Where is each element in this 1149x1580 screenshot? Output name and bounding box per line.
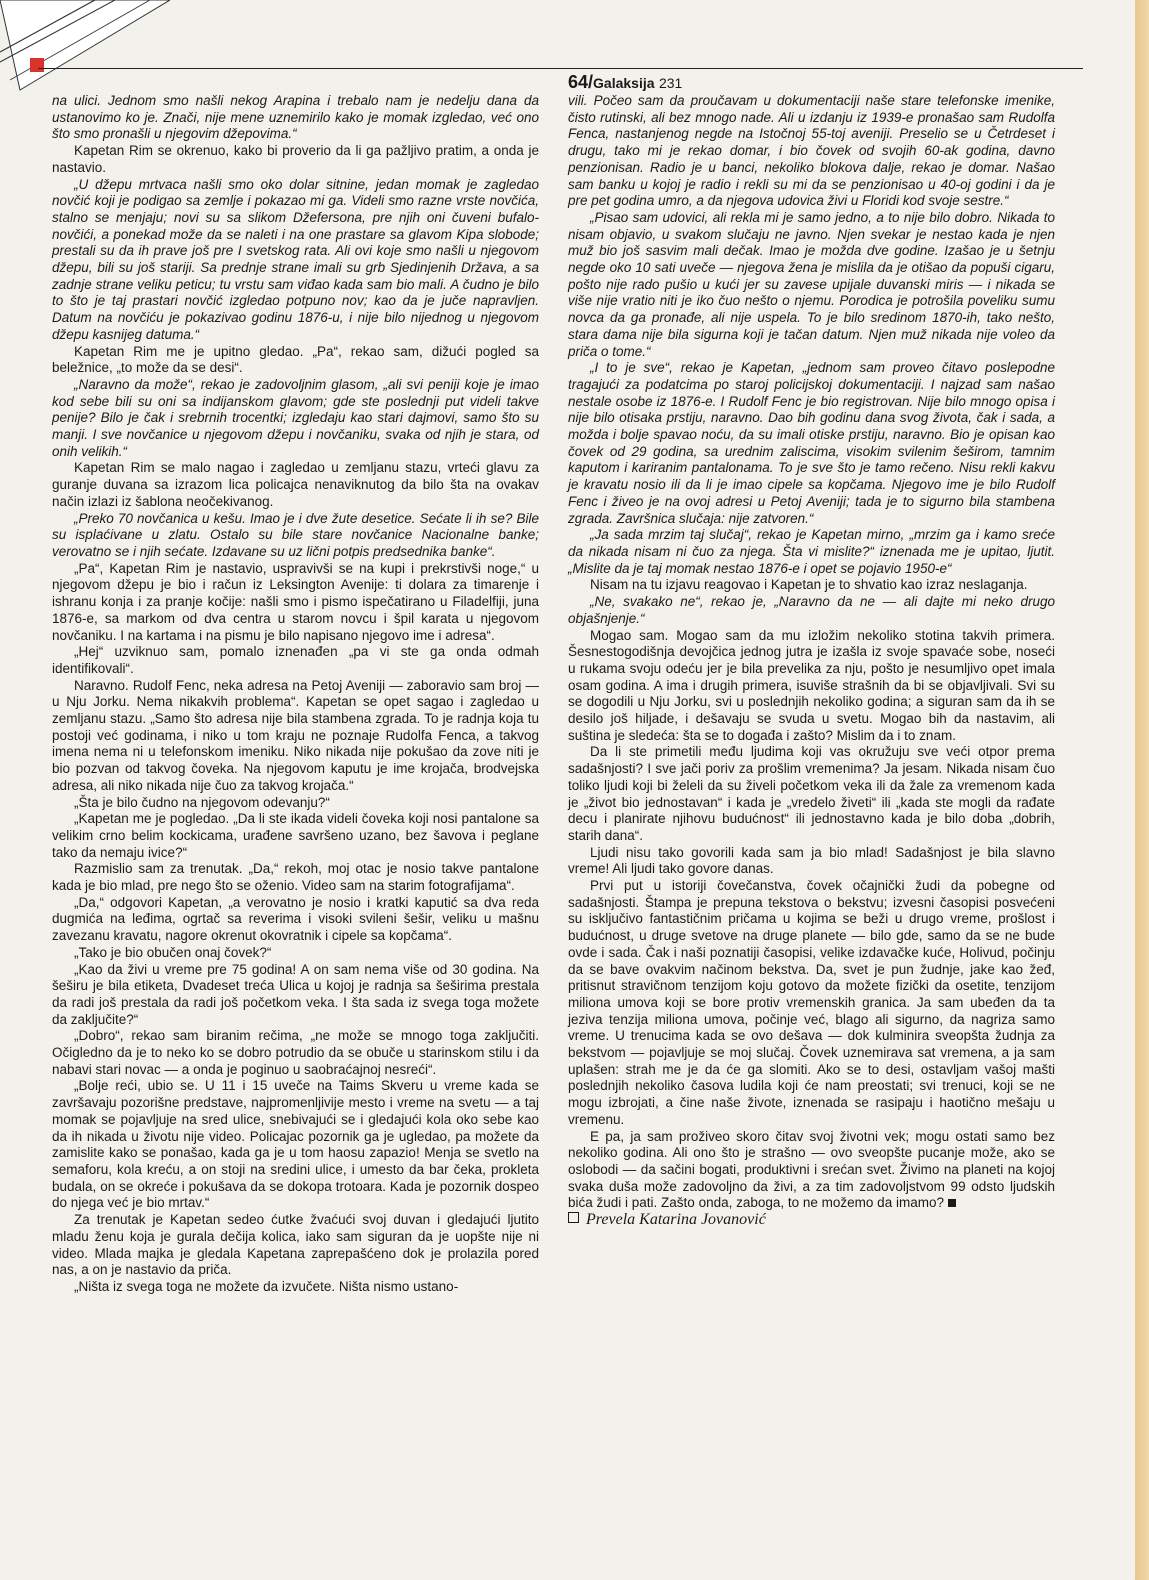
paragraph: „Bolje reći, ubio se. U 11 i 15 uveče na Taims Skveru u vreme kada se završavaju pozorišne predstave, najpromenljivije mesto i vreme na svetu — a taj momak se pojavljuje na sred ulice, snebivajući se i gledajući kola oko sebe kao da ih nikada u životu nije video. Policajac pozornik ga je ugledao, pa možete da zamislite kako se ponašao, kada ga je u tom haosu zapazio! Menja se svetlo na semaforu, kola kreću, a on stoji na sredini ulice, i umesto da bar čeka, prokleta budala, on se okreće i pokušava da se dokopa trotoara. Kada je pozornik dospeo do njega već je bio mrtav.“ xyxy=(52,1078,539,1211)
square-bullet-icon xyxy=(568,1212,579,1223)
paragraph: Prvi put u istoriji čovečanstva, čovek očajnički žudi da pobegne od sadašnjosti. Štampa je prepuna tekstova o bekstvu; izvesni časopisi posvećeni su isključivo fantastičnim pričama u kojima se beži u drugo vreme, prošlost i budućnost, u druge svetove na druge planete — bilo gde, samo da se ne bude ovde i sada. Čak i naši poznatiji časopisi, velike izdavačke kuće, Holivud, počinju da se bave ovakvim načinom bekstva. Da, svet je pun žudnje, jake kao žeđ, pritisnut stravičnom tenzijom koju gotovo da možete fizički da osetite, tenzijom miliona umova koji se bore protiv vremenskih granica. Ja sam ubeđen da ta jeziva tenzija miliona umova, počinje već, blago ali sigurno, da nagriza samo vreme. U trenucima kada se ovo dešava — dok kulminira sveopšta žudnja za bekstvom — pojavljuje se moj slučaj. Čovek uznemirava sat vremena, a ja sam uplašen: strah me je da će ga slomiti. Ako se to desi, ostavljam vašoj mašti poslednjih nekoliko časova ludila koji će nam preostati; svi trenuci, koji se ne mogu izbrojati, a čine naše živote, iznenada se rasipaju i haotično mešaju u vremenu. xyxy=(568,878,1055,1127)
paragraph: na ulici. Jednom smo našli nekog Arapina i trebalo nam je nedelju dana da ustanovimo ko je. Znači, nije mene uznemirilo kako je momak izgledao, već ono što smo pronašli u njegovim džepovima.“ xyxy=(52,93,539,142)
paragraph: Da li ste primetili među ljudima koji vas okružuju sve veći otpor prema sadašnjosti? I sve jači poriv za prošlim vremenima? Ja jesam. Nikada nisam čuo toliko ljudi koji bi želeli da su živeli početkom veka ili da žale za vremenom kada je „život bio jednostavan“ i kada je „vredelo živeti“ ili „kada ste mogli da rađate decu i planirate njihovu budućnost“ ili jednostavno kada je bilo doba „dobrih, starih dana“. xyxy=(568,744,1055,843)
paragraph: Za trenutak je Kapetan sedeo ćutke žvaćući svoj duvan i gledajući ljutito mladu ženu koja je gurala dečija kolica, iako sam siguran da je uopšte nije ni video. Mlada majka je gledala Kapetana zaprepašćeno dok je prolazila pored nas, a on je nastavio da priča. xyxy=(52,1212,539,1278)
right-column xyxy=(568,93,1055,1229)
page-edge xyxy=(1135,0,1149,1580)
translator-credit xyxy=(568,1212,1055,1229)
paragraph: „Pisao sam udovici, ali rekla mi je samo jedno, a to nije bilo dobro. Nikada to nisam objavio, u svakom slučaju ne javno. Njen svekar je nestao kada je njen muž bio još sasvim mali dečak. Imao je možda dve godine. Izašao je u šetnju negde oko 10 sati uveče — njegova žena je mislila da je otišao da popuši cigaru, pošto nije rado pušio u kući jer su zavese upijale duvanski miris — i nikada se više nije vratio niti je iko čuo nešto o njemu. Porodica je potrošila poveliku sumu novca da ga pronađe, ali nije uspela. To je bilo sredinom 1870-ih, tako nešto, stara dama nije bila sigurna koji je tačan datum. Njen muž nikada nije voleo da priča o tome.“ xyxy=(568,209,1055,359)
paragraph: Kapetan Rim se malo nagao i zagledao u zemljanu stazu, vrteći glavu za guranje duvana sa izrazom lica policajca nenaviknutog da bilo šta na ovakav način izlazi iz šablona neočekivanog. xyxy=(52,460,539,509)
credit-text: Prevela Katarina Jovanović xyxy=(586,1211,766,1229)
paragraph: „Ništa iz svega toga ne možete da izvučete. Ništa nismo ustano- xyxy=(74,1278,459,1294)
magazine-name: Galaksija xyxy=(593,75,655,91)
paragraph: Nisam na tu izjavu reagovao i Kapetan je to shvatio kao izraz neslaganja. xyxy=(590,577,1028,593)
paragraph: „Tako je bio obučen onaj čovek?“ xyxy=(74,944,272,960)
paragraph: „I to je sve“, rekao je Kapetan, „jednom sam proveo čitavo poslepodne tragajući za podatcima po staroj policijskoj dokumentaciji. I najzad sam našao nestale osobe iz 1876-e. I Rudolf Fenc je bio registrovan. Nije bilo mnogo opisa i nije bilo otisaka prstiju, naravno. Dao bih godinu dana svog života, čak i sada, a možda i bolje spavao noću, da su imali otiske prstiju, naravno. Bio je opisan kao čovek od 29 godina, sa urednim zaliscima, visokim svilenim šeširom, tamnim kaputom i kariranim pantalonama. To je sve što je tamo rečeno. Nisu rekli kakvu je kravatu nosio ili da li je imao cipele sa kopčama. Njegovo ime je bilo Rudolf Fenc i živeo je na ovoj adresi u Petoj Aveniji; tada je to sigurno bila stambena zgrada. Završnica slučaja: nije zatvoren.“ xyxy=(568,360,1055,526)
paragraph: E pa, ja sam proživeo skoro čitav svoj životni vek; mogu ostati samo bez nekoliko godina. Ali ono što je strašno — ovo sveopšte pucanje može, ako se oslobodi — da sačini bogati, produktivni i srećan svet. Živimo na planeti na kojoj svaka duša može zadovoljno da živi, a za tim zadovoljstvom 99 odsto ljudskih bića žudi i pati. Zašto onda, zaboga, to ne možemo da imamo? xyxy=(568,1128,1055,1211)
paragraph: vili. Počeo sam da proučavam u dokumentaciji naše stare telefonske imenike, čisto rutinski, ali bez mnogo nade. Ali u izdanju iz 1939-e pronašao sam Rudolfa Fenca, nastanjenog negde na Istočnoj 55-toj aveniji. Preselio se u Četrdeset i drugu, tako mi je rekao domar, i bio čovek od svojih 60-ak godina, davno penzionisan. Radio je u banci, nekoliko blokova dalje, rekao je domar. Našao sam banku u kojoj je radio i rekli su mi da se penzionisao u 40-oj godini i da je pre pet godina umro, a da njegova udovica živi u Floridi kod svoje sestre.“ xyxy=(568,93,1055,209)
paragraph: Naravno. Rudolf Fenc, neka adresa na Petoj Aveniji — zaboravio sam broj — u Nju Jorku. Nema nikakvih problema“. Kapetan se opet sagao i zagledao u zemljanu stazu. „Samo što adresa nije bila stambena zgrada. To je radnja koja tu postoji već godinama, i niko u tom kraju ne poznaje Rudolfa Fenca, a takvog imena nema ni u telefonskom imeniku. Niko nikada nije pokušao da zove niti je bio pozvan od takvog čoveka. Na njegovom kaputu je ime krojača, brodvejska adresa, ali niko nikada nije čuo za takvog krojača.“ xyxy=(52,677,539,793)
paragraph: „Da,“ odgovori Kapetan, „a verovatno je nosio i kratki kaputić sa dva reda dugmića na leđima, ogrtač sa reverima i visoki svileni šešir, veliku u mašnu zavezanu kravatu, nagore okrenut okovratnik i cipele sa kopčama“. xyxy=(52,894,539,944)
paragraph: Kapetan Rim se okrenuo, kako bi proverio da li ga pažljivo pratim, a onda je nastavio. xyxy=(52,143,539,175)
paragraph: „Hej“ uzviknuo sam, pomalo iznenađen „pa vi ste ga onda odmah identifikovali“. xyxy=(52,644,539,676)
left-column xyxy=(52,93,539,1296)
header-rule xyxy=(38,68,1083,69)
corner-fold-graphic xyxy=(0,0,170,100)
paragraph: „Naravno da može“, rekao je zadovoljnim glasom, „ali svi peniji koje je imao kod sebe bili su oni sa indijanskom glavom; gde ste poslednji put videli takve penije? Bilo je čak i srebrnih trocentki; izgledaju kao stari dajmovi, samo što su manji. I sve novčanice u njegovom džepu i novčaniku, svaka od njih je stara, od onih velikih.“ xyxy=(52,376,539,459)
paragraph: „Kao da živi u vreme pre 75 godina! A on sam nema više od 30 godina. Na šeširu je bila etiketa, Dvadeset treća Ulica u kojoj je radnja sa šeširima prestala da radi još prestala da radi još početkom veka. I šta sada iz svega toga možete da zaključite?“ xyxy=(52,961,539,1027)
paragraph: „Ne, svakako ne“, rekao je, „Naravno da ne — ali dajte mi neko drugo objašnjenje.“ xyxy=(568,594,1055,626)
end-mark-icon xyxy=(948,1199,956,1207)
paragraph: Ljudi nisu tako govorili kada sam ja bio mlad! Sadašnjost je bila slavno vreme! Ali ljudi tako govore danas. xyxy=(568,844,1055,877)
paragraph: „U džepu mrtvaca našli smo oko dolar sitnine, jedan momak je zagledao novčić koji je podigao sa zemlje i pokazao mi ga. Videli smo razne vrste novčića, stalno se menjaju; novi su sa slikom Džefersona, pre njih oni čuveni bufalo-novčići, a ponekad može da se naleti i na one prastare sa glavom Kipa slobode; prestali su da ih prave još pre I svetskog rata. Ali ovi koje smo našli u njegovom džepu, bili su još stariji. Sa prednje strane imali su grb Sjedinjenih Država, a sa zadnje strane veliku peticu; tu vrstu sam viđao kada sam bio mali. A čudno je bilo to što je taj prastari novčić izgledao potpuno nov; kao da je juče napravljen. Datum na novčiću je pokazivao godinu 1876-u, i nije bilo nijednog u njegovom džepu kasnijeg datuma.“ xyxy=(52,176,539,342)
page-number: 231 xyxy=(658,75,683,91)
paragraph: Mogao sam. Mogao sam da mu izložim nekoliko stotina takvih primera. Šesnestogodišnja devojčica jednog jutra je izašla iz svoje spavaće sobe, noseći u rukama svoju odeću jer je bila prevelika za nju, pošto je nesumljivo opet imala osam godina. A ima i drugih primera, isuviše strašnih da bi se objavljivali. Svi su se dogodili u Nju Jorku, svi u poslednjih nekoliko godina; a siguran sam da ih se desilo još hiljade, i dešavaju se svuda u svetu. Mogao bih da nastavim, ali suština je sledeća: šta se to događa i zašto? Mislim da i to znam. xyxy=(568,627,1055,743)
page-header xyxy=(568,72,682,93)
paragraph: „Šta je bilo čudno na njegovom odevanju?“ xyxy=(74,794,330,810)
paragraph: „Kapetan me je pogledao. „Da li ste ikada videli čoveka koji nosi pantalone sa velikim crno belim kockicama, urađene savršeno uzano, bez šavova i peglane tako da nemaju ivice?“ xyxy=(52,811,539,860)
paragraph: Kapetan Rim me je upitno gledao. „Pa“, rekao sam, dižući pogled sa beležnice, „to može da se desi“. xyxy=(52,343,539,376)
paragraph: Razmislio sam za trenutak. „Da,“ rekoh, moj otac je nosio takve pantalone kada je bio mlad, pre nego što se oženio. Video sam na starim fotografijama“. xyxy=(52,861,539,894)
paragraph: „Preko 70 novčanica u kešu. Imao je i dve žute desetice. Sećate li ih se? Bile su isplaćivane u zlatu. Ostalo su bile stare novčanice Nacionalne banke; verovatno se i njih sećate. Izdavane su uz lični potpis predsednika banke“. xyxy=(52,510,539,559)
paragraph: „Pa“, Kapetan Rim je nastavio, uspravivši se na kupi i prekrstivši noge,“ u njegovom džepu je bio i račun iz Leksington Avenije: ti dolara za timarenje i ishranu konja i za pranje kočije: našli smo i pismo ispečatirano u Filadelfiji, juna 1876-e, sa markom od dva centra u starom novcu i špil karata u njegovom novčaniku. I na kartama i na pismu je bilo napisano njegovo ime i adresa“. xyxy=(52,560,539,643)
paragraph: „Dobro“, rekao sam biranim rečima, „ne može se mnogo toga zaključiti. Očigledno da je to neko ko se dobro potrudio da se obuče u starinskom stilu i da nabavi stari novac — a onda je poginuo u saobraćajnoj nesreći“. xyxy=(52,1028,539,1077)
issue-number: 64/ xyxy=(568,72,594,92)
paragraph: „Ja sada mrzim taj slučaj“, rekao je Kapetan mirno, „mrzim ga i kamo sreće da nikada nisam ni čuo za njega. Šta vi mislite?“ iznenada me je upitao, ljutit. „Mislite da je taj momak nestao 1876-e i opet se pojavio 1950-e“ xyxy=(568,527,1055,576)
